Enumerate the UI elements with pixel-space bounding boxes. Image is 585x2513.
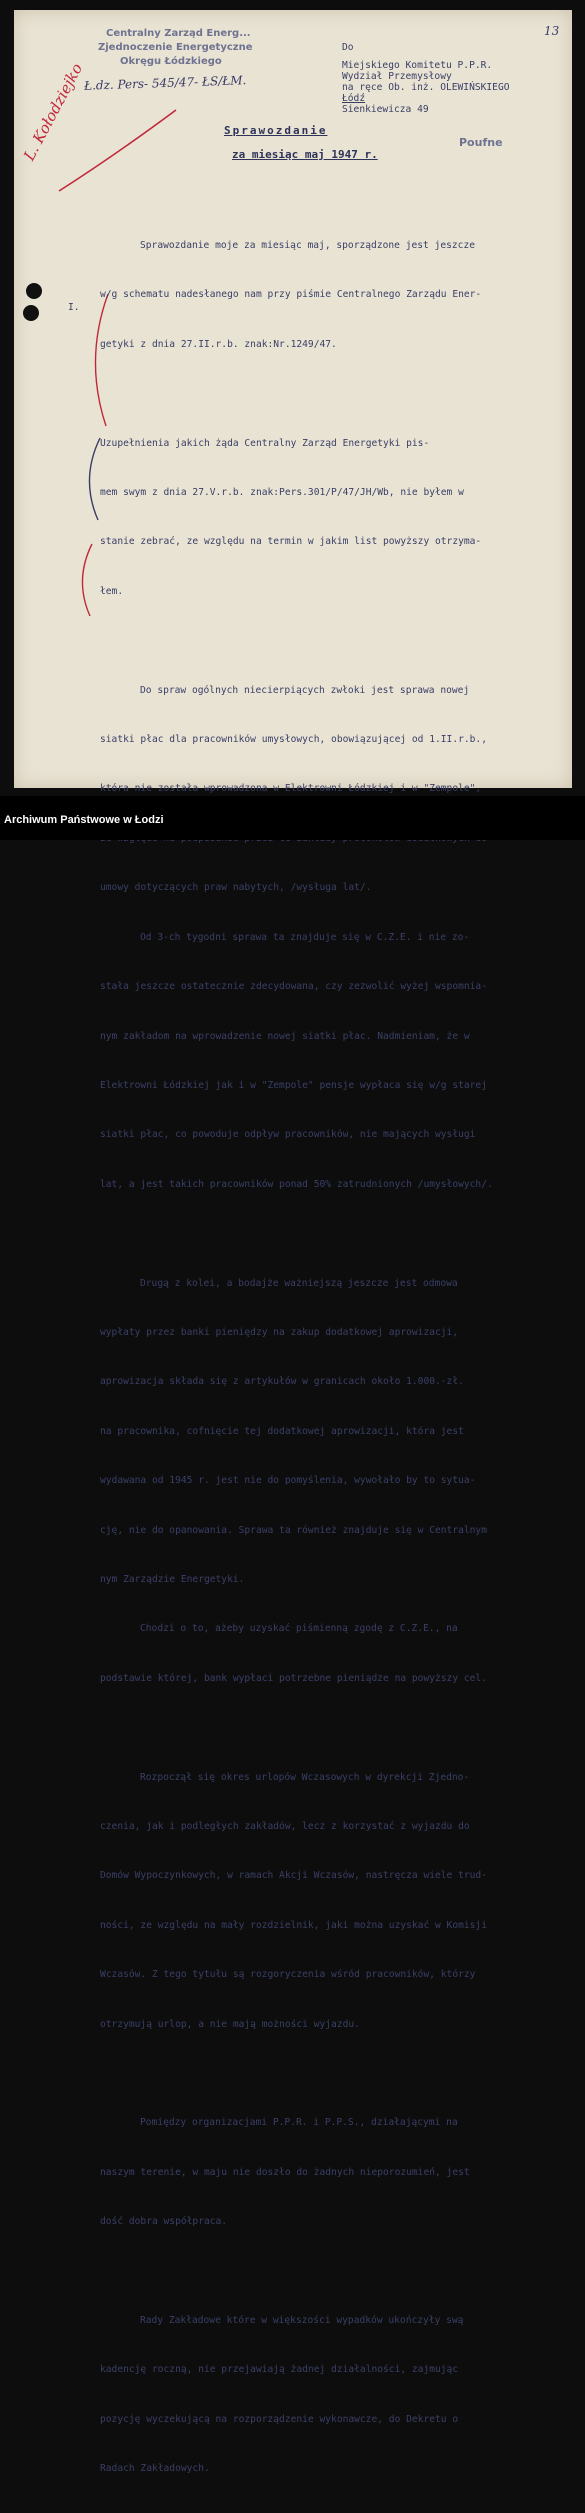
body-line: siatki płac dla pracowników umysłowych, obowiązującej od 1.II.r.b.,	[100, 734, 487, 746]
body-line	[100, 1722, 560, 1733]
body-line: Sprawozdanie moje za miesiąc maj, sporządzone jest jeszcze	[140, 240, 476, 251]
body-line: dość dobra współpraca.	[100, 2216, 228, 2228]
body-line: Rozpoczął się okres urlopów Wczasowych w dyrekcji Zjedno-	[140, 1771, 470, 1783]
body-line: która nie została wprowadzona w Elektrowni Łódzkiej i w "Zempole",	[100, 783, 482, 795]
body-line: ności, ze względu na mały rozdzielnik, jaki można uzyskać w Komisji	[100, 1919, 487, 1931]
body-line: mem swym z dnia 27.V.r.b. znak:Pers.301/P/47/JH/Wb, nie byłem w	[100, 487, 464, 499]
body-line: wydawana od 1945 r. jest nie do pomyślenia, wywołało by to sytua-	[100, 1475, 476, 1487]
body-line: Od 3-ch tygodni sprawa ta znajduje się w C.Z.E. i nie zo-	[140, 931, 470, 943]
body-line: Wczasów. Z tego tytułu są rozgoryczenia wśród pracowników, którzy	[100, 1969, 476, 1981]
body-line	[100, 388, 560, 399]
recipient-line-2: Wydział Przemysłowy	[342, 71, 452, 82]
recipient-line-5: Sienkiewicza 49	[342, 104, 429, 115]
body-line	[100, 1228, 560, 1239]
body-line: Elektrowni Łódzkiej jak i w "Zempole" pensje wypłaca się w/g starej	[100, 1079, 487, 1091]
document-subtitle: za miesiąc maj 1947 r.	[232, 148, 378, 161]
sender-stamp-line-2: Zjednoczenie Energetyczne	[98, 42, 253, 53]
body-line: w/g schematu nadesłanego nam przy piśmie Centralnego Zarządu Ener-	[100, 289, 482, 301]
body-line: Rady Zakładowe które w większości wypadków ukończyły swą	[140, 2315, 464, 2327]
body-line	[100, 2068, 560, 2079]
body-line: siatki płac, co powoduje odpływ pracowników, nie mających wysługi	[100, 1129, 476, 1141]
body-line: Uzupełnienia jakich żąda Centralny Zarząd Energetyki pis-	[100, 437, 430, 449]
binder-hole-top	[26, 283, 42, 299]
archive-name: Archiwum Państwowe w Łodzi	[4, 814, 164, 826]
sender-stamp-line-1: Centralny Zarząd Energ...	[106, 28, 251, 39]
roman-numeral: I.	[68, 302, 80, 313]
body-line: naszym terenie, w maju nie doszło do żadnych nieporozumień, jest	[100, 2166, 470, 2178]
to-label: Do	[342, 42, 354, 53]
body-line: cję, nie do opanowania. Sprawa ta również znajduje się w Centralnym	[100, 1524, 487, 1536]
recipient-line-3: na ręce Ob. inż. OLEWIŃSKIEGO	[342, 82, 510, 93]
body-line: na pracownika, cofnięcie tej dodatkowej aprowizacji, która jest	[100, 1425, 464, 1437]
document-title: Sprawozdanie	[224, 124, 328, 137]
body-line: czenia, jak i podległych zakładów, lecz z korzystać z wyjazdu do	[100, 1821, 470, 1832]
body-line: wypłaty przez banki pieniędzy na zakup dodatkowej aprowizacji,	[100, 1326, 459, 1338]
body-line: łem.	[100, 585, 124, 597]
confidential-stamp: Poufne	[459, 136, 503, 149]
handwritten-margin-note: L. Kołodziejko	[20, 60, 87, 164]
red-underline-stroke	[54, 106, 184, 196]
body-line: podstawie której, bank wypłaci potrzebne pieniądze na powyższy cel.	[100, 1672, 487, 1684]
body-line: kadencję roczną, nie przejawiają żadnej działalności, zajmując	[100, 2364, 459, 2376]
page-number: 13	[544, 24, 560, 38]
body-line: getyki z dnia 27.II.r.b. znak:Nr.1249/47.	[100, 338, 337, 350]
body-line: pozycję wyczekującą na rozporządzenie wykonawcze, do Dekretu o	[100, 2413, 459, 2425]
body-line	[100, 2266, 560, 2277]
body-line: Pomiędzy organizacjami P.P.R. i P.P.S., działającymi na	[140, 2117, 458, 2129]
body-line: stała jeszcze ostatecznie zdecydowana, czy zezwolić wyżej wspomnia-	[100, 981, 487, 993]
body-line: nym zakładom na wprowadzenie nowej siatki płac. Nadmieniam, że w	[100, 1030, 470, 1042]
body-line: Do spraw ogólnych niecierpiących zwłoki jest sprawa nowej	[140, 684, 470, 696]
body-line: stanie zebrać, ze względu na termin w jakim list powyższy otrzyma-	[100, 536, 482, 548]
body-line: nym Zarządzie Energetyki.	[100, 1573, 245, 1585]
recipient-line-1: Miejskiego Komitetu P.P.R.	[342, 60, 493, 71]
sender-stamp-line-3: Okręgu Łódzkiego	[120, 56, 222, 67]
body-line: otrzymują urlop, a nie mają możności wyjazdu.	[100, 2018, 360, 2030]
binder-hole-bottom	[23, 305, 39, 321]
body-line: lat, a jest takich pracowników ponad 50% zatrudnionych /umysłowych/.	[100, 1178, 493, 1190]
handwritten-reference: Ł.dz. Pers- 545/47- ŁS/ŁM.	[83, 73, 247, 93]
body-line	[100, 635, 560, 646]
body-line: Chodzi o to, ażeby uzyskać piśmienną zgodę z C.Z.E., na	[140, 1623, 458, 1635]
recipient-line-4: Łódź	[342, 93, 366, 104]
margin-bracket-3	[68, 540, 98, 620]
body-line: Domów Wypoczynkowych, w ramach Akcji Wczasów, nastręcza wiele trud-	[100, 1870, 487, 1882]
body-line: aprowizacja składa się z artykułów w granicach około 1.000.-zł.	[100, 1376, 464, 1388]
body-text	[100, 202, 560, 2513]
body-line: umowy dotyczących praw nabytych, /wysługa lat/.	[100, 882, 372, 894]
body-line: Radach Zakładowych.	[100, 2463, 210, 2475]
body-line: Drugą z kolei, a bodajże ważniejszą jeszcze jest odmowa	[140, 1277, 458, 1289]
archive-footer	[0, 796, 585, 840]
